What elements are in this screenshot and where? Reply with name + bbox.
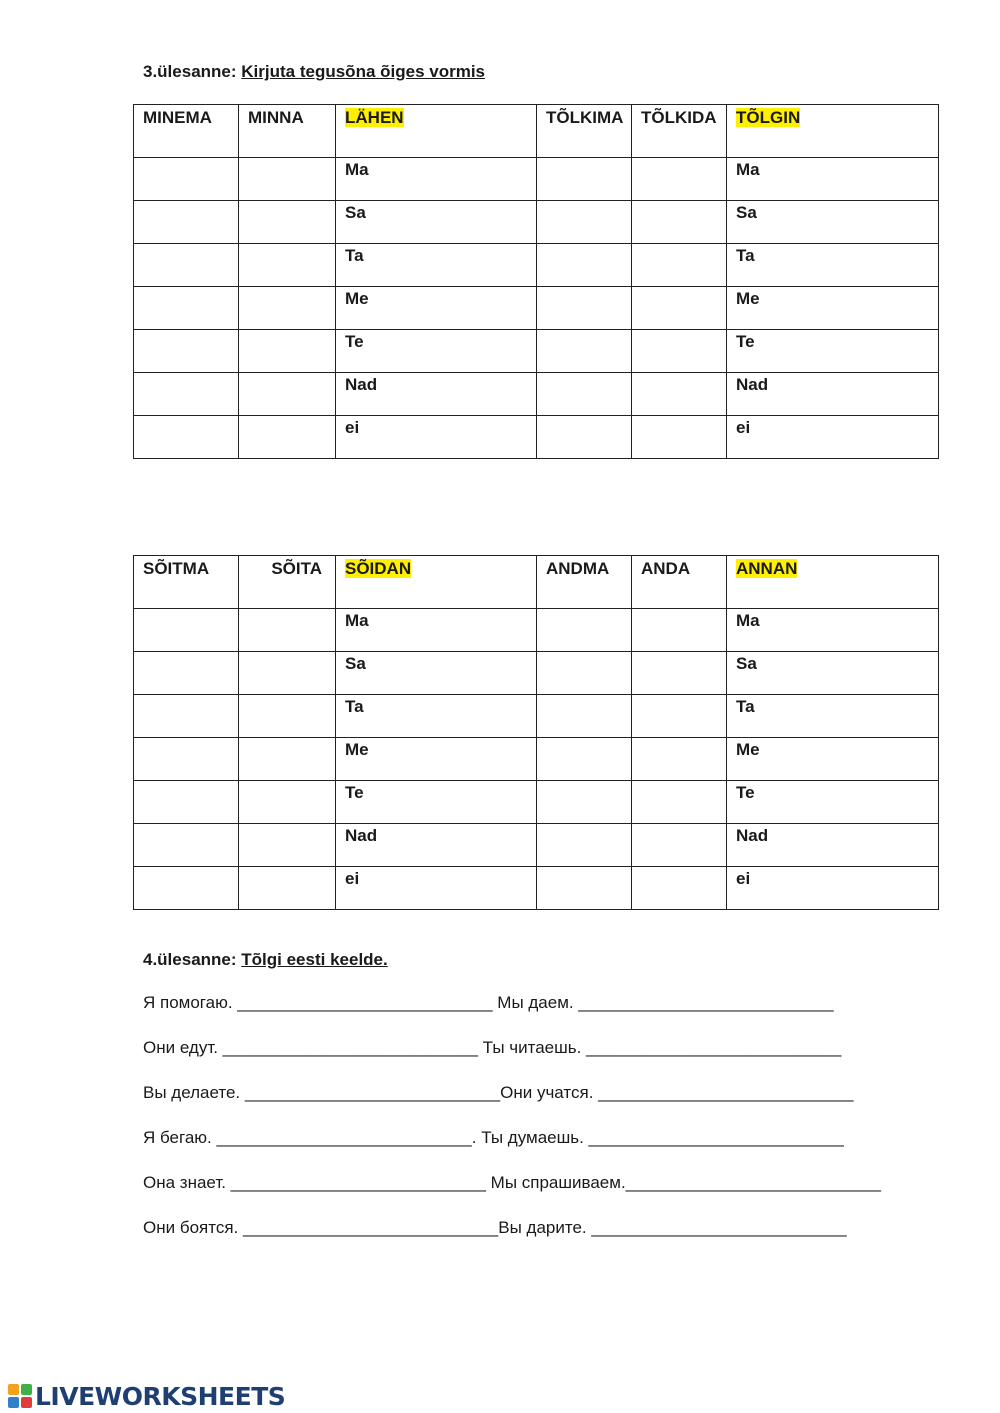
- verb-infinitive-da: TÕLKIDA: [632, 105, 727, 158]
- table-row: [134, 416, 939, 459]
- blank-cell[interactable]: [632, 781, 727, 824]
- pronoun-cell[interactable]: Ta: [727, 244, 939, 287]
- verb-infinitive-da: SÕITA: [239, 556, 336, 609]
- table-row: [134, 158, 939, 201]
- verb-infinitive-ma: SÕITMA: [134, 556, 239, 609]
- pronoun-cell[interactable]: Me: [727, 287, 939, 330]
- blank-cell[interactable]: [632, 330, 727, 373]
- pronoun-cell[interactable]: Ta: [727, 695, 939, 738]
- pronoun-cell[interactable]: Me: [727, 738, 939, 781]
- blank-cell[interactable]: [632, 738, 727, 781]
- blank-cell[interactable]: [134, 695, 239, 738]
- pronoun-cell[interactable]: Nad: [727, 824, 939, 867]
- blank-cell[interactable]: [239, 824, 336, 867]
- table-row: [134, 201, 939, 244]
- blank-cell[interactable]: [134, 330, 239, 373]
- table-header-row: [134, 105, 939, 158]
- blank-cell[interactable]: [632, 287, 727, 330]
- pronoun-cell[interactable]: Sa: [727, 652, 939, 695]
- pronoun-cell[interactable]: Ma: [336, 158, 537, 201]
- blank-cell[interactable]: [134, 287, 239, 330]
- blank-cell[interactable]: [537, 158, 632, 201]
- pronoun-cell[interactable]: Ta: [336, 695, 537, 738]
- blank-cell[interactable]: [134, 609, 239, 652]
- blank-cell[interactable]: [537, 652, 632, 695]
- highlighted-verb: TÕLGIN: [736, 108, 801, 127]
- pronoun-cell[interactable]: Te: [336, 330, 537, 373]
- task3-number: 3.ülesanne:: [143, 62, 237, 81]
- translation-list: [143, 993, 943, 1263]
- pronoun-cell[interactable]: ei: [727, 416, 939, 459]
- logo-block: [8, 1384, 19, 1395]
- pronoun-cell[interactable]: Nad: [336, 373, 537, 416]
- blank-cell[interactable]: [537, 738, 632, 781]
- task4-instruction: Tõlgi eesti keelde.: [241, 950, 388, 969]
- pronoun-cell[interactable]: Me: [336, 738, 537, 781]
- verb-table-1: [133, 104, 939, 459]
- blank-cell[interactable]: [537, 695, 632, 738]
- blank-cell[interactable]: [134, 158, 239, 201]
- blank-cell[interactable]: [632, 609, 727, 652]
- table-row: [134, 824, 939, 867]
- verb-present: [727, 105, 939, 158]
- task3-instruction: Kirjuta tegusõna õiges vormis: [241, 62, 486, 81]
- task4-title: [143, 950, 388, 970]
- blank-cell[interactable]: [239, 373, 336, 416]
- highlighted-verb: ANNAN: [736, 559, 798, 578]
- blank-cell[interactable]: [632, 244, 727, 287]
- blank-cell[interactable]: [239, 244, 336, 287]
- pronoun-cell[interactable]: Me: [336, 287, 537, 330]
- translation-line[interactable]: Они едут. ___________________________ Ты читаешь. ___________________________: [143, 1038, 842, 1057]
- logo-block: [21, 1397, 32, 1408]
- translation-line[interactable]: Они боятся. ___________________________Вы дарите. ___________________________: [143, 1218, 847, 1237]
- blank-cell[interactable]: [134, 738, 239, 781]
- verb-present: [336, 105, 537, 158]
- blank-cell[interactable]: [239, 330, 336, 373]
- blank-cell[interactable]: [632, 695, 727, 738]
- verb-infinitive-ma: MINEMA: [134, 105, 239, 158]
- pronoun-cell[interactable]: ei: [336, 867, 537, 910]
- blank-cell[interactable]: [239, 158, 336, 201]
- blank-cell[interactable]: [134, 244, 239, 287]
- blank-cell[interactable]: [537, 201, 632, 244]
- pronoun-cell[interactable]: Ma: [727, 158, 939, 201]
- verb-infinitive-da: MINNA: [239, 105, 336, 158]
- blank-cell[interactable]: [632, 201, 727, 244]
- logo-block: [21, 1384, 32, 1395]
- logo-blocks-icon: [8, 1384, 32, 1408]
- blank-cell[interactable]: [239, 287, 336, 330]
- table-row: [134, 373, 939, 416]
- pronoun-cell[interactable]: Sa: [336, 652, 537, 695]
- pronoun-cell[interactable]: Te: [727, 330, 939, 373]
- blank-cell[interactable]: [537, 330, 632, 373]
- pronoun-cell[interactable]: Ma: [336, 609, 537, 652]
- translation-line[interactable]: Вы делаете. ___________________________Они учатся. ___________________________: [143, 1083, 854, 1102]
- blank-cell[interactable]: [537, 824, 632, 867]
- table-row: [134, 867, 939, 910]
- blank-cell[interactable]: [537, 373, 632, 416]
- blank-cell[interactable]: [632, 867, 727, 910]
- blank-cell[interactable]: [134, 867, 239, 910]
- translation-line[interactable]: Я бегаю. ___________________________. Ты думаешь. ___________________________: [143, 1128, 844, 1147]
- blank-cell[interactable]: [537, 609, 632, 652]
- table-row: [134, 695, 939, 738]
- blank-cell[interactable]: [632, 824, 727, 867]
- blank-cell[interactable]: [239, 695, 336, 738]
- blank-cell[interactable]: [537, 867, 632, 910]
- pronoun-cell[interactable]: Te: [336, 781, 537, 824]
- blank-cell[interactable]: [134, 824, 239, 867]
- blank-cell[interactable]: [537, 416, 632, 459]
- blank-cell[interactable]: [537, 781, 632, 824]
- table-row: [134, 738, 939, 781]
- blank-cell[interactable]: [239, 867, 336, 910]
- blank-cell[interactable]: [632, 158, 727, 201]
- table-row: [134, 330, 939, 373]
- table-row: [134, 609, 939, 652]
- logo-text: LIVEWORKSHEETS: [35, 1381, 286, 1411]
- pronoun-cell[interactable]: ei: [336, 416, 537, 459]
- pronoun-cell[interactable]: Nad: [727, 373, 939, 416]
- logo-block: [8, 1397, 19, 1408]
- blank-cell[interactable]: [134, 201, 239, 244]
- pronoun-cell[interactable]: Nad: [336, 824, 537, 867]
- blank-cell[interactable]: [239, 738, 336, 781]
- verb-table-2: [133, 555, 939, 910]
- blank-cell[interactable]: [134, 373, 239, 416]
- translation-line[interactable]: Я помогаю. ___________________________ Мы даем. ___________________________: [143, 993, 834, 1012]
- table-row: [134, 287, 939, 330]
- pronoun-cell[interactable]: Te: [727, 781, 939, 824]
- blank-cell[interactable]: [239, 652, 336, 695]
- table-row: [134, 652, 939, 695]
- blank-cell[interactable]: [537, 244, 632, 287]
- table-row: [134, 781, 939, 824]
- blank-cell[interactable]: [239, 609, 336, 652]
- liveworksheets-logo: [8, 1380, 285, 1412]
- verb-infinitive-da: ANDA: [632, 556, 727, 609]
- verb-present: [336, 556, 537, 609]
- table-header-row: [134, 556, 939, 609]
- verb-infinitive-ma: ANDMA: [537, 556, 632, 609]
- blank-cell[interactable]: [632, 416, 727, 459]
- translation-line[interactable]: Она знает. ___________________________ Мы спрашиваем.___________________________: [143, 1173, 881, 1192]
- blank-cell[interactable]: [632, 652, 727, 695]
- blank-cell[interactable]: [537, 287, 632, 330]
- pronoun-cell[interactable]: Sa: [336, 201, 537, 244]
- blank-cell[interactable]: [239, 416, 336, 459]
- task4-number: 4.ülesanne:: [143, 950, 237, 969]
- verb-present: [727, 556, 939, 609]
- pronoun-cell[interactable]: Ta: [336, 244, 537, 287]
- verb-infinitive-ma: TÕLKIMA: [537, 105, 632, 158]
- blank-cell[interactable]: [134, 781, 239, 824]
- blank-cell[interactable]: [239, 201, 336, 244]
- task3-title: [143, 62, 485, 82]
- blank-cell[interactable]: [239, 781, 336, 824]
- highlighted-verb: LÄHEN: [345, 108, 404, 127]
- pronoun-cell[interactable]: Ma: [727, 609, 939, 652]
- blank-cell[interactable]: [632, 373, 727, 416]
- pronoun-cell[interactable]: Sa: [727, 201, 939, 244]
- blank-cell[interactable]: [134, 416, 239, 459]
- blank-cell[interactable]: [134, 652, 239, 695]
- pronoun-cell[interactable]: ei: [727, 867, 939, 910]
- highlighted-verb: SÕIDAN: [345, 559, 412, 578]
- table-row: [134, 244, 939, 287]
